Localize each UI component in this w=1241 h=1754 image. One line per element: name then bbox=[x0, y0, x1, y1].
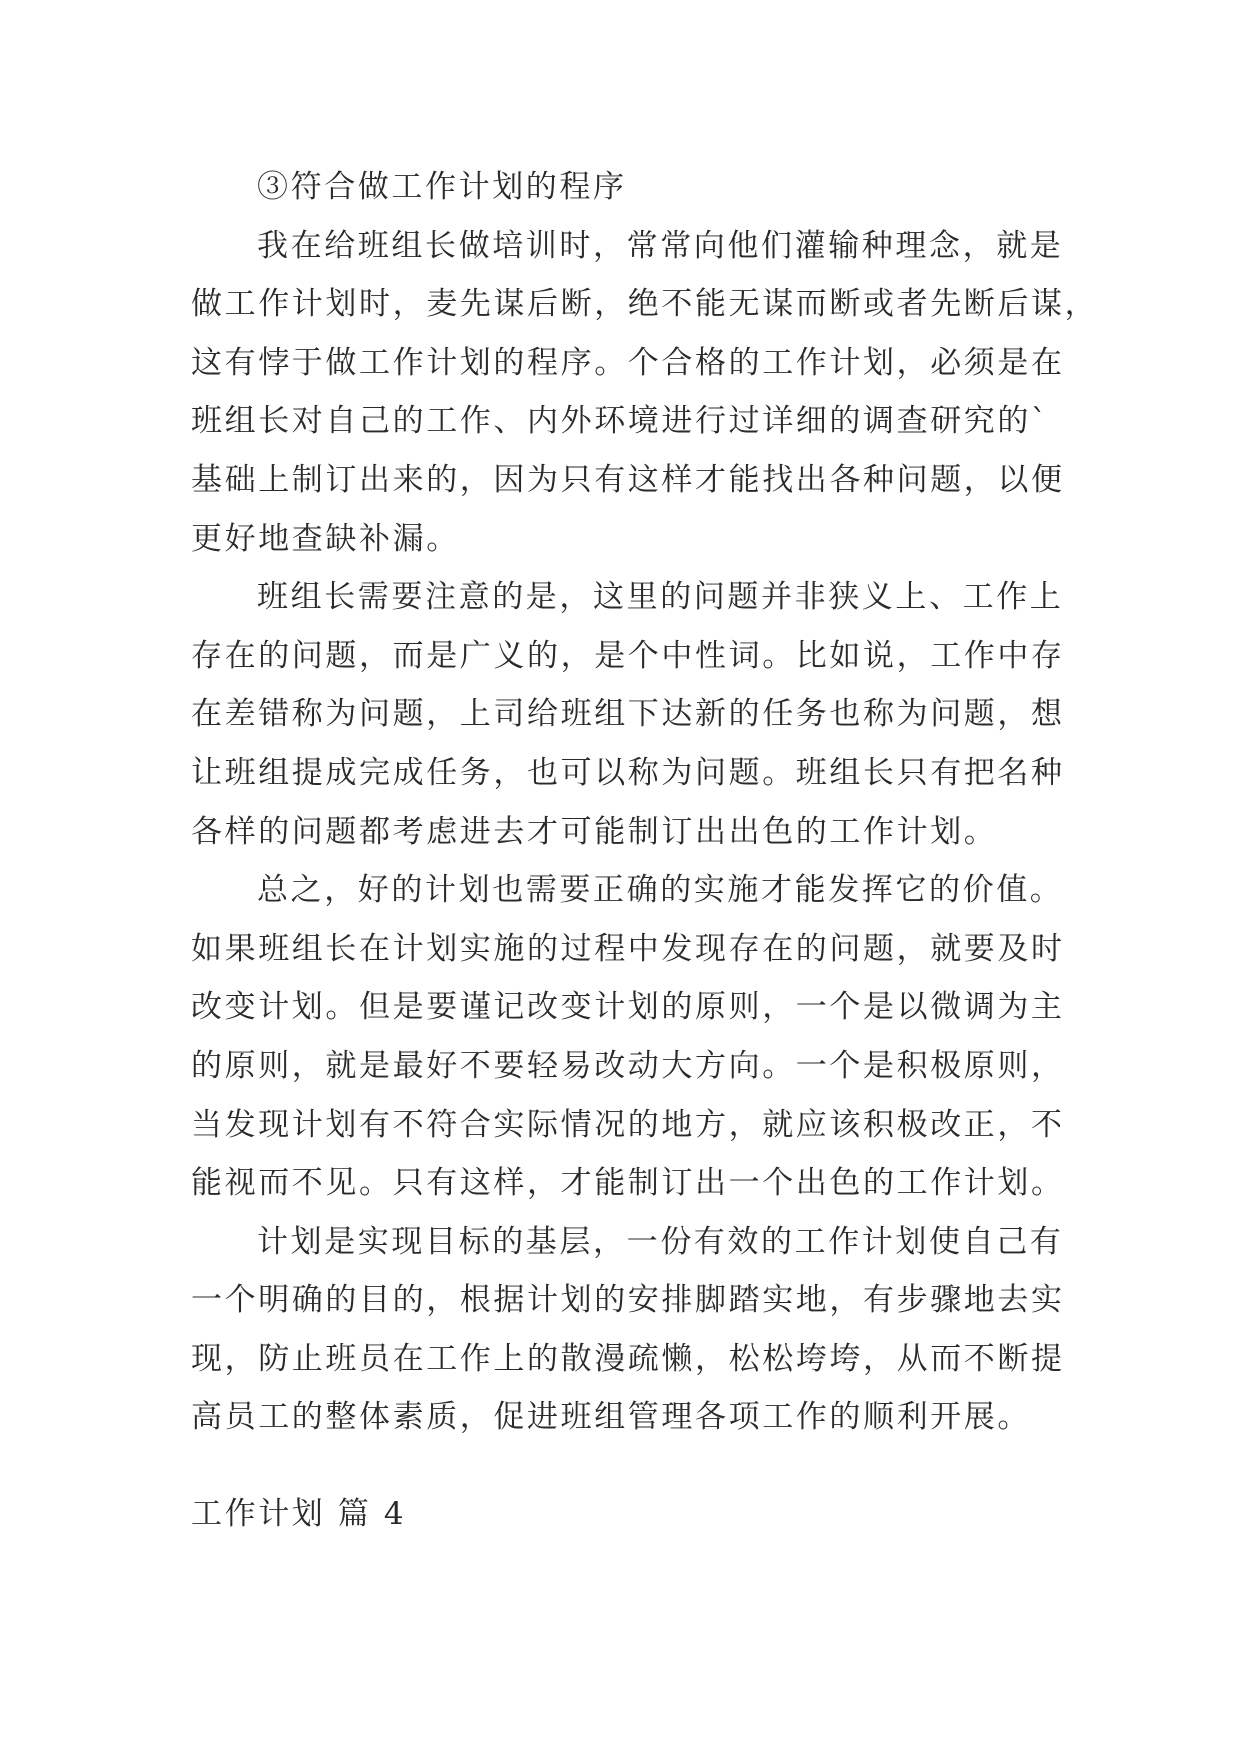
text-line: 当发现计划有不符合实际情况的地方，就应该积极改正，不 bbox=[191, 1106, 1065, 1143]
text-line: 如果班组长在计划实施的过程中发现存在的问题，就要及时 bbox=[191, 930, 1065, 967]
text-line: 总之，好的计划也需要正确的实施才能发挥它的价值。 bbox=[257, 872, 1064, 909]
text-line: 班组长对自己的工作、内外环境进行过详细的调查研究的` bbox=[191, 403, 1050, 440]
text-line: 能视而不见。只有这样，才能制订出一个出色的工作计划。 bbox=[191, 1165, 1065, 1202]
body-text bbox=[191, 158, 1099, 1447]
text-line: 做工作计划时，麦先谋后断，绝不能无谋而断或者先断后谋， bbox=[191, 286, 1099, 323]
text-line: 这有悖于做工作计划的程序。个合格的工作计划，必须是在 bbox=[191, 344, 1065, 381]
text-line: 存在的问题，而是广义的，是个中性词。比如说，工作中存 bbox=[191, 637, 1065, 674]
text-line: 班组长需要注意的是，这里的问题并非狭义上、工作上 bbox=[257, 579, 1064, 616]
text-line: 在差错称为问题，上司给班组下达新的任务也称为问题，想 bbox=[191, 696, 1065, 733]
text-line: 计划是实现目标的基层，一份有效的工作计划使自己有 bbox=[257, 1223, 1064, 1260]
text-line: 改变计划。但是要谨记改变计划的原则，一个是以微调为主 bbox=[191, 989, 1065, 1026]
text-line: 高员工的整体素质，促进班组管理各项工作的顺利开展。 bbox=[191, 1399, 1031, 1436]
text-line: 一个明确的目的，根据计划的安排脚踏实地，有步骤地去实 bbox=[191, 1282, 1065, 1319]
text-line: 我在给班组长做培训时，常常向他们灌输种理念，就是 bbox=[257, 227, 1064, 264]
text-line: 各样的问题都考虑进去才可能制订出出色的工作计划。 bbox=[191, 813, 998, 850]
text-line: 更好地查缺补漏。 bbox=[191, 520, 460, 557]
text-line: 基础上制订出来的，因为只有这样才能找出各种问题，以便 bbox=[191, 461, 1065, 498]
text-line: 的原则，就是最好不要轻易改动大方向。一个是积极原则， bbox=[191, 1047, 1065, 1084]
text-line: 让班组提成完成任务，也可以称为问题。班组长只有把名种 bbox=[191, 754, 1065, 791]
text-line: 现，防止班员在工作上的散漫疏懒，松松垮垮，从而不断提 bbox=[191, 1340, 1065, 1377]
section-heading: 工作计划 篇 4 bbox=[191, 1496, 407, 1532]
paragraph-heading: ③符合做工作计划的程序 bbox=[257, 169, 627, 205]
